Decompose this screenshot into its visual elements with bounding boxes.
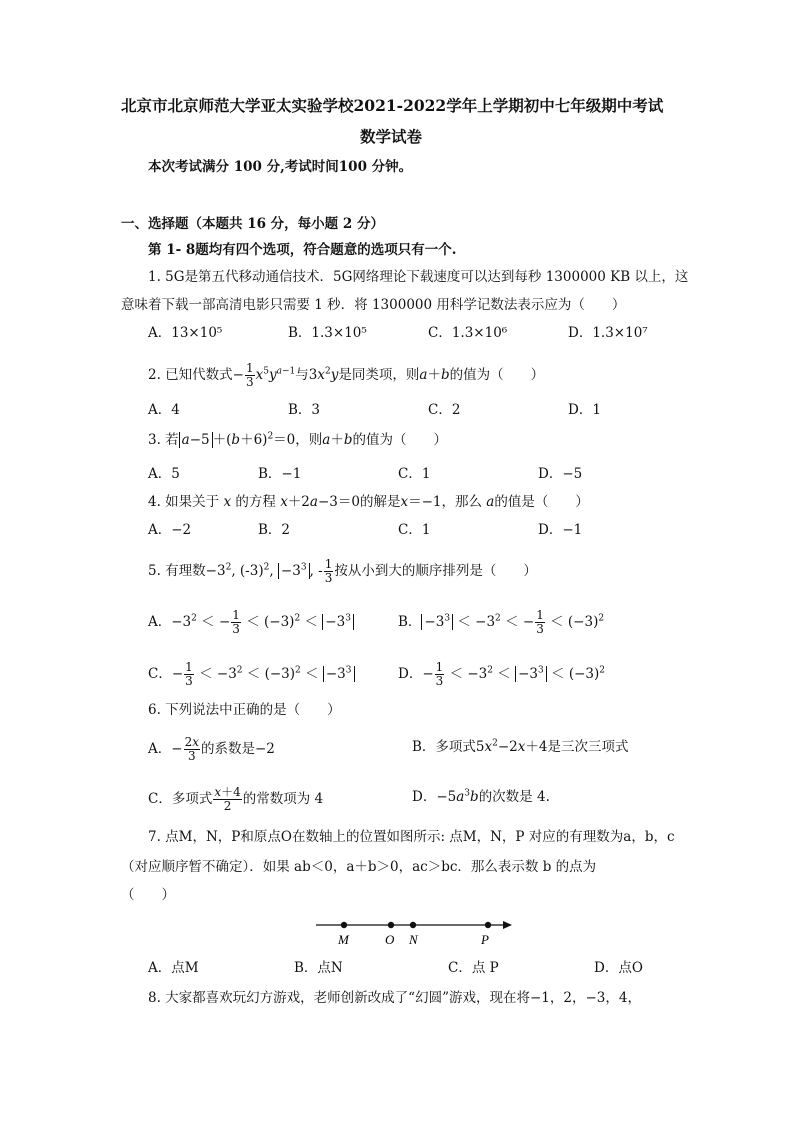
q7-line2: （对应顺序暂不确定）．如果 ab＜0，a＋b＞0，ac＞bc．那么表示数 b 的点为 bbox=[121, 859, 597, 875]
q5-option-c: C．− $\frac{1}{3}$ ＜ $-3^2 < (-3)^2 < -3^3$ bbox=[148, 661, 355, 688]
q5-suffix: 按从小到大的顺序排列是（ ） bbox=[334, 563, 537, 579]
q5-stem: 5. 有理数$-3^2$, $(-3)^2$, $-3^3$ , - $\frac{1}{3}$ 按从小到大的顺序排列是（ ） bbox=[148, 557, 537, 585]
q1-line1: 1. 5G是第五代移动通信技术．5G网络理论下载速度可以达到每秒 1300000 KB 以上，这 bbox=[148, 269, 689, 285]
q5-option-d: D．− $\frac{1}{3}$ ＜ $-3^2 < -3^3 < (-3)^2$ bbox=[398, 660, 605, 688]
q4-option-b: B．2 bbox=[258, 522, 291, 538]
point-n bbox=[410, 922, 416, 928]
q3-option-c: C．1 bbox=[398, 466, 431, 482]
page-title-line1: 北京市北京师范大学亚太实验学校2021-2022学年上学期初中七年级期中考试 bbox=[121, 96, 664, 115]
q2-end: 的值为（ ） bbox=[449, 367, 545, 383]
q6-option-a: A．− $\frac{2x}{3}$ 的系数是−2 bbox=[148, 735, 275, 763]
q4-end: 的值是（ ） bbox=[494, 494, 589, 510]
q1-option-c: C．1.3×10⁶ bbox=[428, 325, 508, 341]
q2-option-b: B．3 bbox=[288, 402, 321, 418]
q5-option-b: B． $-3^3 < -3^2$ ＜ − $\frac{1}{3}$ ＜ $(-3)^2$ bbox=[398, 608, 605, 636]
q7-option-b: B．点N bbox=[294, 960, 343, 976]
axis-arrow bbox=[503, 921, 512, 929]
q7-option-d: D．点O bbox=[594, 960, 643, 976]
q1-option-a: A．13×10⁵ bbox=[148, 325, 223, 341]
q4-suffix: ，那么 bbox=[441, 494, 482, 510]
page-title-line2: 数学试卷 bbox=[360, 127, 423, 146]
q5-prefix: 5. 有理数 bbox=[148, 563, 206, 579]
q6-option-b: B．多项式$5x^2-2x+4$是三次三项式 bbox=[412, 738, 629, 755]
point-p bbox=[485, 922, 491, 928]
q3-option-a: A．5 bbox=[148, 466, 180, 482]
q3-prefix: 3. 若 bbox=[148, 432, 179, 448]
label-p: P bbox=[481, 932, 489, 947]
q1-option-d: D．1.3×10⁷ bbox=[568, 325, 648, 341]
q4-option-c: C．1 bbox=[398, 522, 431, 538]
number-line-diagram bbox=[312, 912, 522, 950]
label-o: O bbox=[385, 932, 395, 947]
q3-suffix: ，则 bbox=[295, 432, 323, 448]
q2-option-d: D．1 bbox=[568, 402, 601, 418]
q4-option-d: D．−1 bbox=[538, 522, 583, 538]
q2-mid: 与 bbox=[295, 367, 309, 383]
q3-stem: 3. 若 $a-5 +(b+6)^2=0$，则a＋b的值为（ ） bbox=[148, 431, 447, 448]
q6-stem: 6. 下列说法中正确的是（ ） bbox=[148, 702, 341, 718]
q3-option-d: D．−5 bbox=[538, 466, 583, 482]
q3-end: 的值为（ ） bbox=[352, 432, 447, 448]
q3-option-b: B．−1 bbox=[258, 466, 302, 482]
q1-option-b: B．1.3×10⁵ bbox=[288, 325, 367, 341]
exam-note: 本次考试满分 100 分,考试时间100 分钟。 bbox=[148, 159, 413, 175]
q7-line1: 7. 点M，N，P和原点O在数轴上的位置如图所示: 点M，N，P 对应的有理数为a，b，c bbox=[148, 829, 675, 845]
q2-option-c: C．2 bbox=[428, 402, 461, 418]
q2-prefix: 2. 已知代数式 bbox=[148, 367, 233, 383]
q7-option-c: C．点 P bbox=[448, 960, 499, 976]
q2-suffix: 是同类项，则 bbox=[338, 367, 420, 383]
q4-option-a: A．−2 bbox=[148, 522, 192, 538]
section-heading: 一、选择题（本题共 16 分，每小题 2 分） bbox=[121, 216, 384, 232]
q6-option-d: D．$-5a^3b$的次数是 4. bbox=[412, 788, 550, 805]
q4-mid2: 的解是 bbox=[359, 494, 401, 510]
q5-option-a: A．$-3^2$ ＜ − $\frac{1}{3}$ ＜ $(-3)^2 < -3^3$ bbox=[148, 609, 354, 636]
q7-option-a: A．点M bbox=[148, 960, 199, 976]
q7-line3: （ ） bbox=[121, 887, 175, 903]
point-m bbox=[341, 922, 347, 928]
label-m: M bbox=[338, 932, 349, 947]
q4-prefix: 4. 如果关于 bbox=[148, 494, 220, 510]
section-instruction: 第 1- 8题均有四个选项，符合题意的选项只有一个. bbox=[148, 242, 457, 258]
q2-stem: 2. 已知代数式− $\frac{1}{3}$ $x^5y^{a-1}$与$3x^2y$是同类项，则a＋b的值为（ ） bbox=[148, 361, 545, 389]
q6-option-c: C．多项式 $\frac{x+4}{2}$ 的常数项为 4 bbox=[148, 785, 324, 813]
q8-line1: 8. 大家都喜欢玩幻方游戏，老师创新改成了“幻圆”游戏，现在将−1，2，−3，4， bbox=[148, 990, 641, 1006]
q1-line2: 意味着下载一部高清电影只需要 1 秒．将 1300000 用科学记数法表示应为（ ） bbox=[121, 297, 626, 313]
q2-fraction: $\frac{1}{3}$ bbox=[245, 361, 254, 389]
q4-mid: 的方程 bbox=[235, 494, 276, 510]
q2-option-a: A．4 bbox=[148, 402, 180, 418]
label-n: N bbox=[409, 932, 418, 947]
point-o bbox=[388, 922, 394, 928]
q4-stem: 4. 如果关于 x 的方程 x＋2a−3＝0的解是x＝−1，那么 a的值是（ ） bbox=[148, 494, 589, 510]
